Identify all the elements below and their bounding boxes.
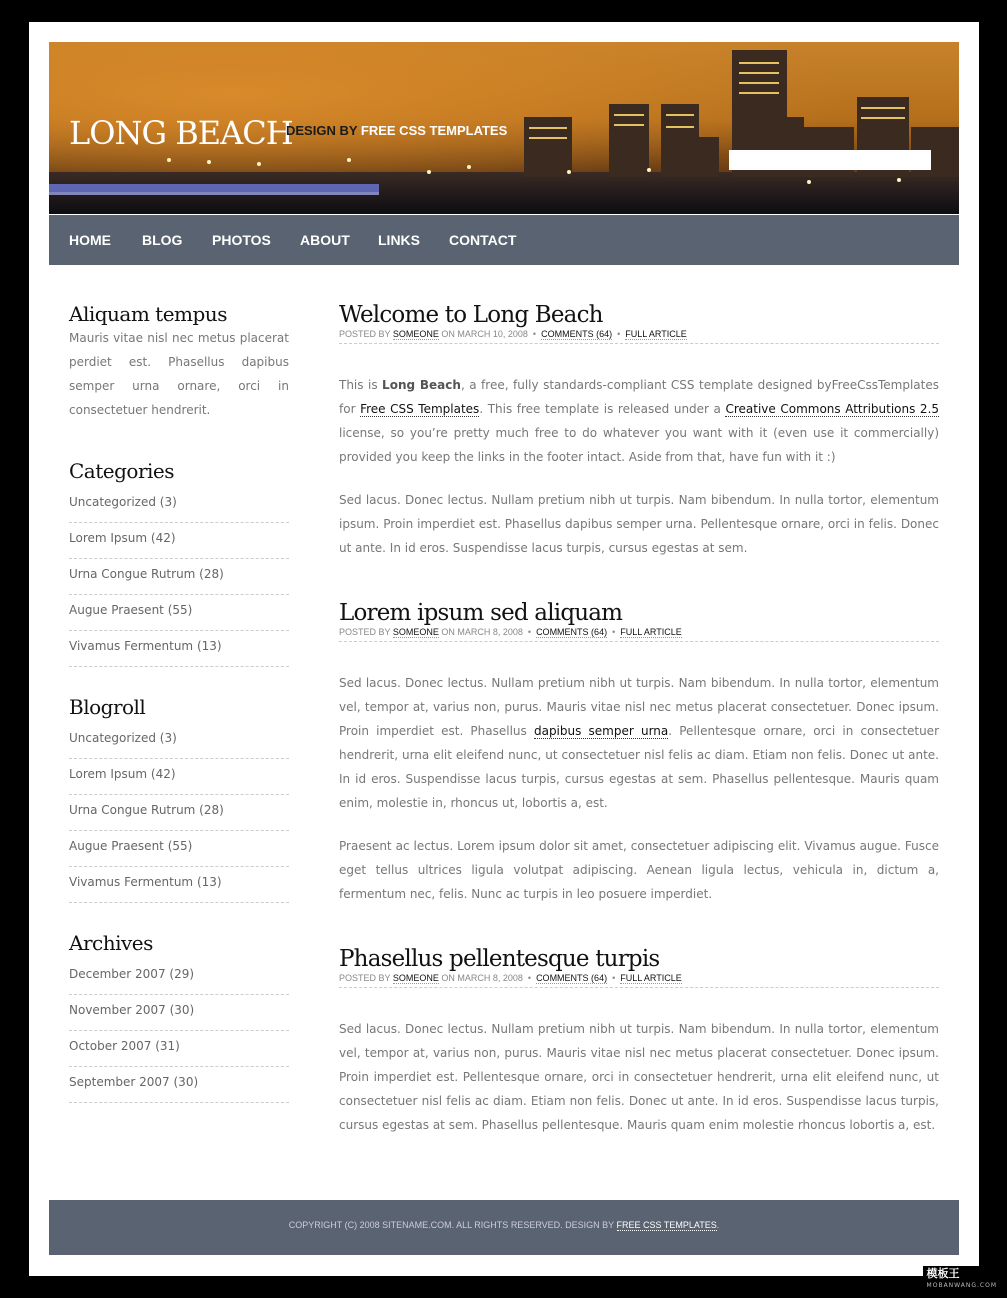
- meta-comments-link[interactable]: COMMENTS (64): [536, 973, 608, 983]
- meta-author-link[interactable]: SOMEONE: [392, 627, 439, 637]
- main-nav: [49, 215, 959, 265]
- meta-separator: •: [612, 973, 616, 983]
- meta-comments-link[interactable]: COMMENTS (64): [536, 627, 608, 637]
- watermark-sub: MOBANWANG.COM: [926, 1282, 997, 1289]
- text-span: This is: [339, 378, 383, 392]
- meta-separator: •: [527, 627, 532, 637]
- post: [339, 302, 939, 560]
- meta-separator: •: [532, 329, 537, 339]
- meta-date: ON MARCH 10, 2008: [438, 329, 528, 339]
- meta-date: ON MARCH 8, 2008: [438, 973, 523, 983]
- page: [29, 22, 979, 1276]
- sidebar-blogroll-title: Blogroll: [69, 695, 146, 719]
- meta-full-article-link[interactable]: FULL ARTICLE: [620, 627, 682, 637]
- meta-full-article-link[interactable]: FULL ARTICLE: [625, 329, 687, 339]
- nav-about[interactable]: ABOUT: [300, 232, 350, 248]
- archive-item[interactable]: October 2007 (31): [69, 1031, 289, 1067]
- meta-posted-by: POSTED BY: [339, 329, 393, 339]
- site-tagline: [286, 123, 507, 138]
- nav-home[interactable]: HOME: [69, 232, 111, 248]
- archives-list: [69, 959, 289, 1103]
- meta-author-link[interactable]: SOMEONE: [392, 973, 439, 983]
- inline-link[interactable]: Free CSS Templates: [360, 402, 480, 416]
- footer-end: .: [716, 1220, 720, 1230]
- main-content: [339, 302, 939, 1137]
- post-paragraph: Praesent ac lectus. Lorem ipsum dolor sit amet, consectetuer adipiscing elit. Vivamus augue. Fusce eget tellus ultrices ligula volutpat adipiscing. Aenean ligula lectus, vehicula in, dictum a, fermentum nec, felis. Nunc ac turpis in leo posuere imperdiet.: [339, 839, 939, 901]
- post: [339, 946, 939, 1137]
- inline-link[interactable]: Creative Commons Attributions 2.5: [725, 402, 940, 416]
- blogroll-item[interactable]: Lorem Ipsum (42): [69, 759, 289, 795]
- post-meta: [339, 627, 939, 642]
- sidebar-about-text: Mauris vitae nisl nec metus placerat perdiet est. Phasellus dapibus semper urna ornare, orci in consectetuer hendrerit.: [69, 331, 289, 417]
- post-paragraph: [339, 671, 939, 815]
- inline-link[interactable]: dapibus semper urna: [533, 724, 669, 738]
- nav-links[interactable]: LINKS: [378, 232, 420, 248]
- blogroll-item[interactable]: Uncategorized (3): [69, 723, 289, 759]
- post-paragraph: [339, 373, 939, 469]
- blogroll-item[interactable]: Augue Praesent (55): [69, 831, 289, 867]
- watermark-main: 模板王: [926, 1267, 960, 1280]
- meta-full-article-link[interactable]: FULL ARTICLE: [620, 973, 682, 983]
- nav-blog[interactable]: BLOG: [142, 232, 183, 248]
- sidebar-archives-title: Archives: [69, 931, 153, 955]
- meta-posted-by: POSTED BY: [339, 973, 393, 983]
- post-meta: [339, 329, 939, 344]
- post-title[interactable]: Phasellus pellentesque turpis: [339, 946, 660, 972]
- category-item[interactable]: Vivamus Fermentum (13): [69, 631, 289, 667]
- category-item[interactable]: Augue Praesent (55): [69, 595, 289, 631]
- nav-contact[interactable]: CONTACT: [449, 232, 517, 248]
- post-meta: [339, 973, 939, 988]
- meta-author-link[interactable]: SOMEONE: [392, 329, 439, 339]
- archive-item[interactable]: November 2007 (30): [69, 995, 289, 1031]
- watermark-logo: [923, 1266, 1001, 1294]
- text-span: Sed lacus. Donec lectus. Nullam pretium nibh ut turpis. Nam bibendum. In nulla tortor, elementum vel, tempor at, varius non, purus. Mauris vitae nisl nec metus placerat consectetuer. Donec ipsum. Proin imperdiet est. Phasellus: [339, 676, 939, 738]
- footer: [49, 1200, 959, 1255]
- search-input[interactable]: [729, 150, 931, 170]
- blogroll-list: [69, 723, 289, 903]
- header-banner: [49, 42, 959, 214]
- post: [339, 600, 939, 906]
- meta-date: ON MARCH 8, 2008: [438, 627, 523, 637]
- sidebar: [69, 302, 289, 1103]
- archive-item[interactable]: December 2007 (29): [69, 959, 289, 995]
- sidebar-categories-title: Categories: [69, 459, 174, 483]
- footer-copyright: COPYRIGHT (C) 2008 SITENAME.COM. ALL RIGHTS RESERVED. DESIGN BY: [288, 1220, 617, 1230]
- meta-separator: •: [612, 627, 616, 637]
- text-span: license, so you’re pretty much free to do whatever you want with it (even use it commercially) provided you keep the links in the footer intact. Aside from that, have fun with it :): [339, 426, 939, 464]
- category-item[interactable]: Lorem Ipsum (42): [69, 523, 289, 559]
- meta-separator: •: [617, 329, 621, 339]
- footer-design-link[interactable]: FREE CSS TEMPLATES: [616, 1220, 717, 1230]
- blogroll-item[interactable]: Vivamus Fermentum (13): [69, 867, 289, 903]
- bold-text: Long Beach: [382, 378, 461, 392]
- post-paragraph: Sed lacus. Donec lectus. Nullam pretium nibh ut turpis. Nam bibendum. In nulla tortor, elementum ipsum. Proin imperdiet est. Phasellus dapibus semper urna. Pellentesque ornare, orci in felis. Donec ut ante. In id eros. Suspendisse lacus turpis, cursus egestas at sem.: [339, 493, 939, 555]
- tagline-link[interactable]: FREE CSS TEMPLATES: [357, 123, 508, 138]
- meta-comments-link[interactable]: COMMENTS (64): [541, 329, 613, 339]
- post-title[interactable]: Lorem ipsum sed aliquam: [339, 600, 623, 626]
- category-item[interactable]: Urna Congue Rutrum (28): [69, 559, 289, 595]
- post-paragraph: Sed lacus. Donec lectus. Nullam pretium nibh ut turpis. Nam bibendum. In nulla tortor, elementum vel, tempor at, varius non, purus. Mauris vitae nisl nec metus placerat consectetuer. Donec ipsum. Proin imperdiet est. Pellentesque ornare, orci in consectetuer hendrerit, urna elit eleifend nunc, ut consectetuer nisl felis ac diam. Etiam non felis. Donec ut ante. In id eros. Suspendisse lacus turpis, cursus egestas at sem. Phasellus pellentesque. Mauris quam enim molestie rhoncus lobortis a, est.: [339, 1022, 939, 1132]
- category-item[interactable]: Uncategorized (3): [69, 487, 289, 523]
- tagline-prefix: DESIGN BY: [286, 123, 358, 138]
- nav-photos[interactable]: PHOTOS: [212, 232, 271, 248]
- site-logo[interactable]: LONG BEACH: [69, 114, 293, 152]
- meta-separator: •: [527, 973, 532, 983]
- text-span: . This free template is released under a: [479, 402, 726, 416]
- blogroll-item[interactable]: Urna Congue Rutrum (28): [69, 795, 289, 831]
- sidebar-about-title: Aliquam tempus: [69, 302, 227, 326]
- archive-item[interactable]: September 2007 (30): [69, 1067, 289, 1103]
- categories-list: [69, 487, 289, 667]
- post-title[interactable]: Welcome to Long Beach: [339, 302, 603, 328]
- text-span: . Pellentesque ornare, orci in consectetuer hendrerit, urna elit eleifend nunc, ut consectetuer nisl felis ac diam. Etiam non felis. Donec ut ante. In id eros. Suspendisse lacus turpis, cursus egestas at sem. Phasellus pellentesque. Mauris quam enim, molestie in, rhoncus ut, lobortis a, est.: [339, 724, 940, 810]
- meta-posted-by: POSTED BY: [339, 627, 393, 637]
- text-span: , a free, fully standards-compliant CSS template designed byFreeCssTemplates for: [339, 378, 939, 416]
